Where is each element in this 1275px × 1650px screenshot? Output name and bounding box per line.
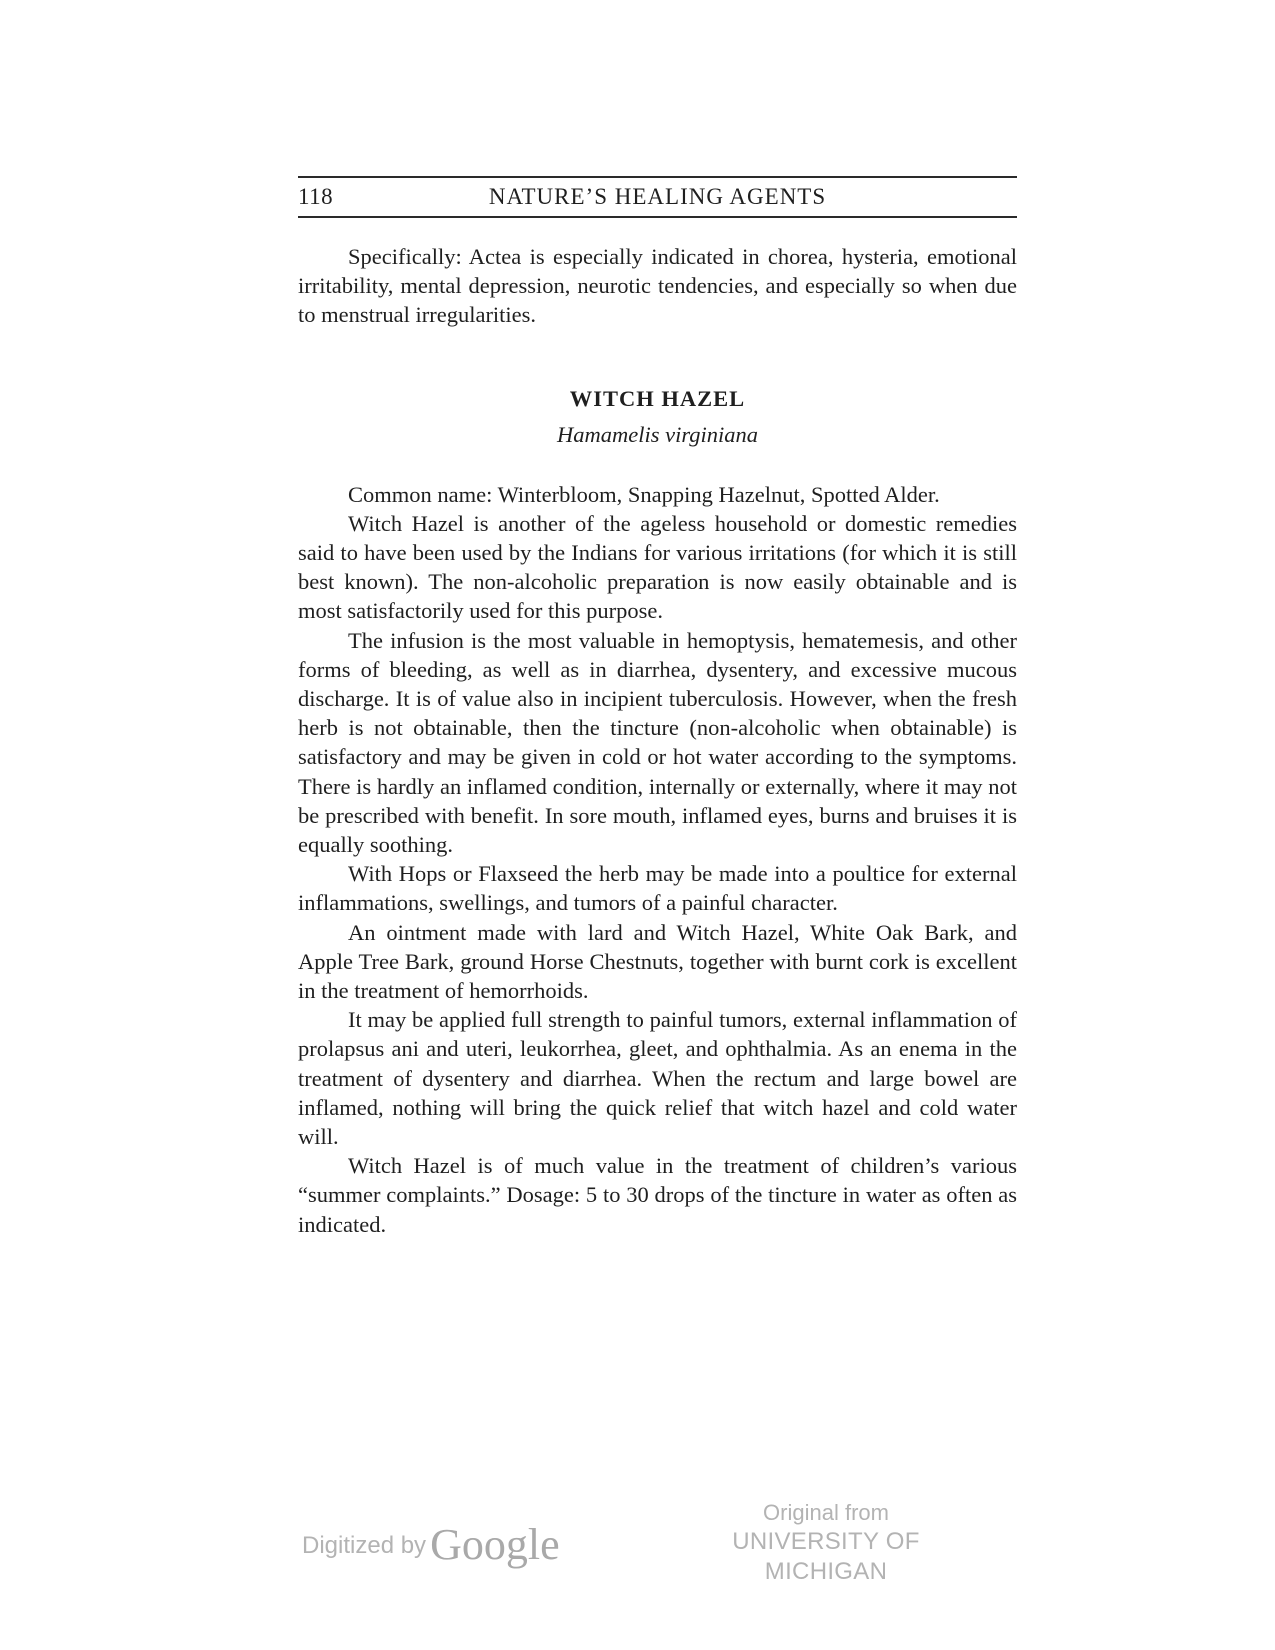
original-from-notice (676, 1499, 976, 1587)
google-logo-text: Google (430, 1520, 560, 1569)
paragraph-infusion: The infusion is the most valuable in hemoptysis, hematemesis, and other forms of bleeding, as well as in diarrhea, dysentery, and excessive mucous discharge. It is of value also in incipient tuberculosis. However, when the fresh herb is not obtainable, then the tincture (non-alcoholic when obtainable) is satisfactory and may be given in cold or hot water according to the symptoms. There is hardly an inflamed condition, internally or externally, where it may not be prescribed with benefit. In sore mouth, inflamed eyes, burns and bruises it is equally soothing. (298, 627, 1017, 858)
paragraph-household-remedy: Witch Hazel is another of the ageless household or domestic remedies said to have been used by the Indians for various irritations (for which it is still best known). The non-alcoholic preparation is now easily obtainable and is most satisfactorily used for this purpose. (298, 510, 1017, 624)
running-title: NATURE’S HEALING AGENTS (488, 184, 827, 209)
intro-paragraph: Specifically: Actea is especially indicated in chorea, hysteria, emotional irritability, mental depression, neurotic tendencies, and especially so when due to menstrual irregularities. (298, 244, 1017, 328)
section-subtitle: Hamamelis virginiana (556, 421, 759, 447)
digitization-footer (0, 1497, 1275, 1585)
running-head (298, 176, 1017, 218)
digitized-by-text: Digitized by (302, 1532, 427, 1559)
section-title: WITCH HAZEL (569, 385, 746, 411)
original-from-text: Original from (763, 1500, 889, 1525)
paragraph-poultice: With Hops or Flaxseed the herb may be made into a poultice for external inflammations, swellings, and tumors of a painful character. (298, 861, 1017, 916)
page-number: 118 (298, 184, 334, 209)
digitized-by-notice (302, 1519, 560, 1570)
book-page (298, 176, 1017, 1239)
paragraph-dosage: Witch Hazel is of much value in the treatment of children’s various “summer complaints.” Dosage: 5 to 30 drops of the tincture in water as often as indicated. (298, 1153, 1017, 1237)
paragraph-ointment: An ointment made with lard and Witch Hazel, White Oak Bark, and Apple Tree Bark, ground Horse Chestnuts, together with burnt cork is excellent in the treatment of hemorrhoids. (298, 919, 1017, 1004)
paragraph-common-name: Common name: Winterbloom, Snapping Hazelnut, Spotted Alder. (348, 481, 940, 507)
institution-text: UNIVERSITY OF MICHIGAN (732, 1528, 920, 1585)
paragraph-application: It may be applied full strength to painful tumors, external inflammation of prolapsus ani and uteri, leukorrhea, gleet, and ophthalmia. As an enema in the treatment of dysentery and diarrhea. When the rectum and large bowel are inflamed, nothing will bring the quick relief that witch hazel and cold water will. (298, 1007, 1017, 1150)
